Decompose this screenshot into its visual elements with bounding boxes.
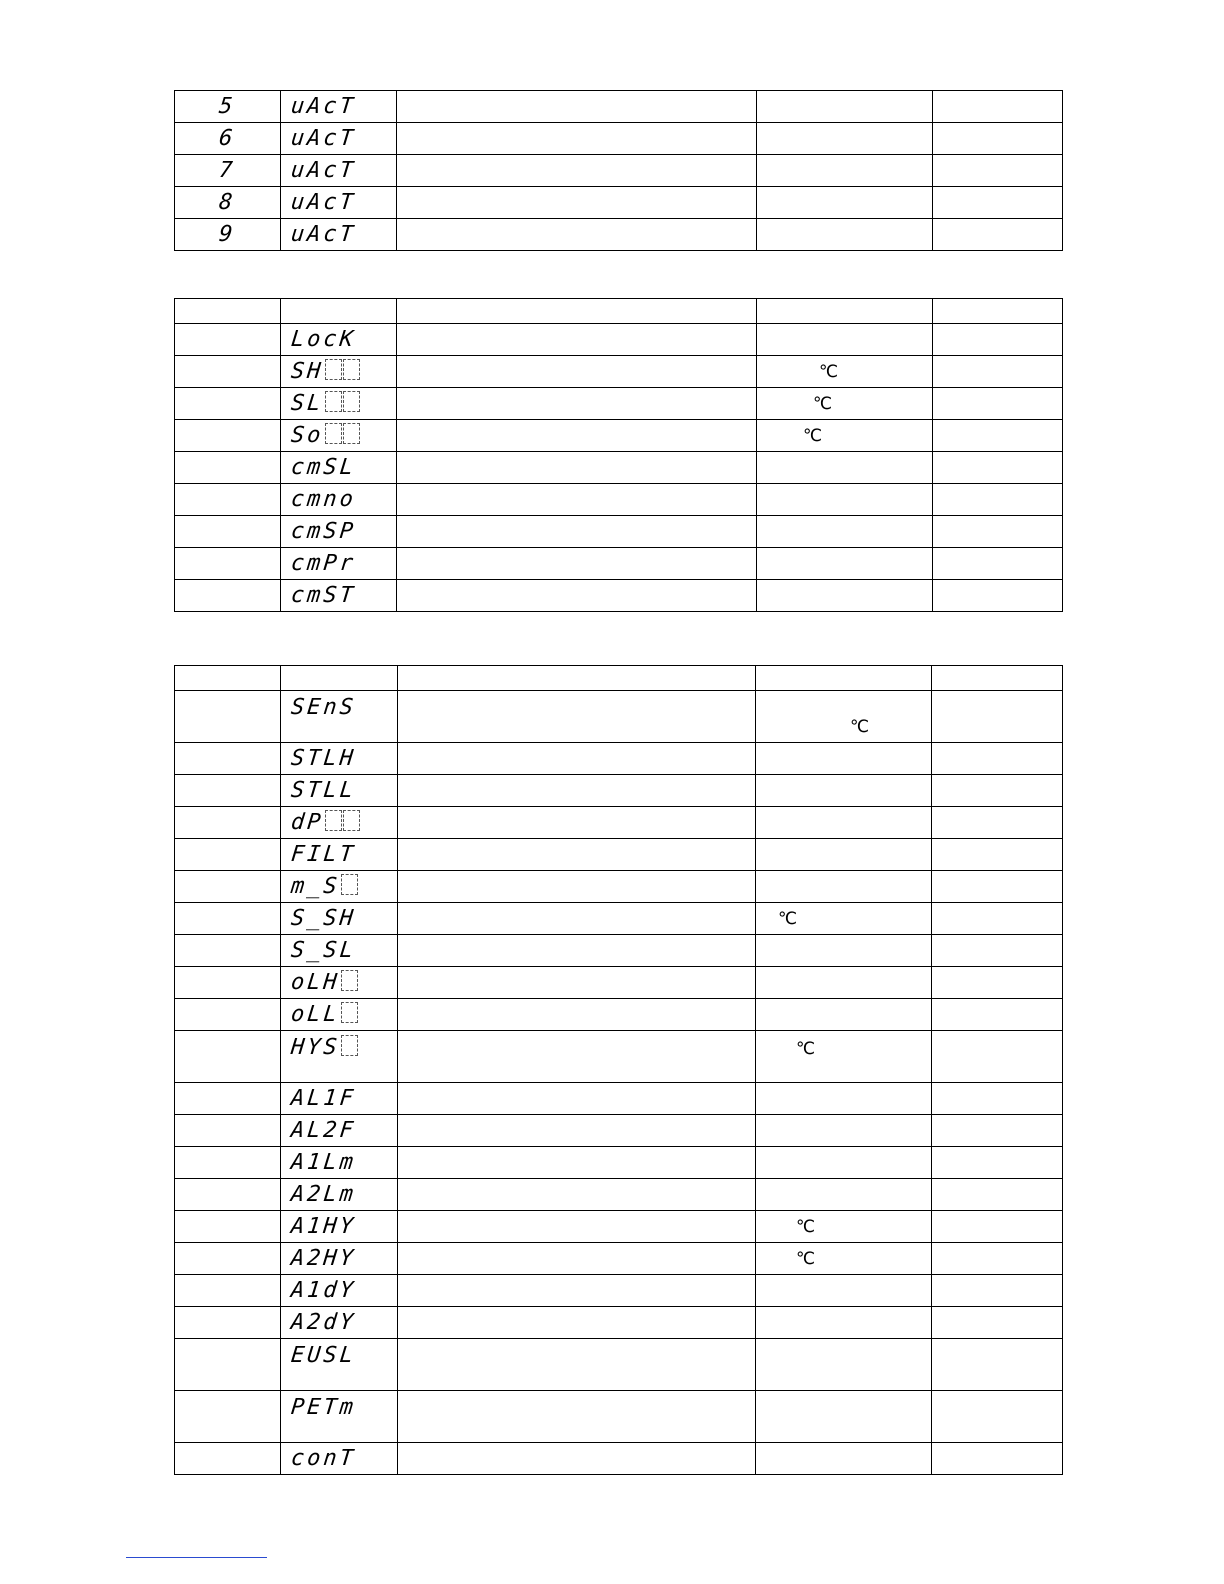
range-cell — [757, 516, 933, 548]
parameter-table-1 — [174, 90, 1063, 251]
parameter-code: cmSP — [289, 519, 358, 544]
index-cell — [175, 1179, 281, 1211]
parameter-code: AL1F — [289, 1086, 358, 1111]
default-cell — [932, 935, 1063, 967]
code-cell — [281, 484, 397, 516]
code-cell — [281, 91, 397, 123]
description-cell — [398, 1147, 756, 1179]
code-cell — [281, 967, 398, 999]
description-cell — [398, 743, 756, 775]
code-cell — [281, 743, 398, 775]
index-cell — [175, 691, 281, 743]
code-cell — [281, 691, 398, 743]
code-cell — [281, 452, 397, 484]
index-cell — [175, 516, 281, 548]
code-cell — [281, 999, 398, 1031]
range-cell — [756, 1115, 932, 1147]
description-cell — [398, 1339, 756, 1391]
code-cell — [281, 356, 397, 388]
range-cell — [756, 839, 932, 871]
range-cell — [756, 967, 932, 999]
table-row — [175, 1275, 1063, 1307]
code-cell — [281, 839, 398, 871]
index-cell — [175, 839, 281, 871]
index-cell — [175, 1147, 281, 1179]
default-cell — [933, 219, 1063, 251]
unit-celsius: ℃ — [813, 393, 833, 414]
index-cell — [175, 1339, 281, 1391]
header-cell — [397, 299, 757, 324]
description-cell — [398, 999, 756, 1031]
default-cell — [932, 807, 1063, 839]
range-cell — [757, 324, 933, 356]
parameter-code: conT — [289, 1446, 358, 1471]
parameter-code: A2Lm — [289, 1182, 358, 1207]
description-cell — [398, 967, 756, 999]
table-row — [175, 420, 1063, 452]
range-cell — [756, 807, 932, 839]
parameter-code: A2HY — [289, 1246, 358, 1271]
range-cell — [756, 903, 932, 935]
code-cell — [281, 775, 398, 807]
index-cell — [175, 91, 281, 123]
parameter-code: S_SL — [289, 938, 358, 963]
index-cell — [175, 219, 281, 251]
default-cell — [932, 967, 1063, 999]
description-cell — [397, 324, 757, 356]
code-cell — [281, 1147, 398, 1179]
code-cell — [281, 516, 397, 548]
unit-celsius: ℃ — [850, 716, 870, 737]
table-row — [175, 187, 1063, 219]
parameter-code: LocK — [289, 327, 358, 352]
index-cell — [175, 1083, 281, 1115]
row-index: 9 — [218, 222, 237, 247]
parameter-code: EUSL — [289, 1343, 358, 1368]
index-cell — [175, 967, 281, 999]
default-cell — [933, 484, 1063, 516]
table-row — [175, 1339, 1063, 1391]
default-cell — [933, 324, 1063, 356]
code-cell — [281, 1179, 398, 1211]
description-cell — [398, 1243, 756, 1275]
description-cell — [397, 548, 757, 580]
default-cell — [933, 580, 1063, 612]
table-row — [175, 388, 1063, 420]
table-row — [175, 155, 1063, 187]
description-cell — [397, 516, 757, 548]
description-cell — [397, 484, 757, 516]
header-cell — [933, 299, 1063, 324]
parameter-code: oLL — [289, 1002, 342, 1027]
default-cell — [932, 1443, 1063, 1475]
description-cell — [398, 1307, 756, 1339]
range-cell — [757, 388, 933, 420]
index-cell — [175, 187, 281, 219]
index-cell — [175, 155, 281, 187]
parameter-code: STLL — [289, 778, 358, 803]
parameter-code: FILT — [289, 842, 358, 867]
code-cell — [281, 1115, 398, 1147]
default-cell — [932, 1083, 1063, 1115]
description-cell — [398, 871, 756, 903]
table-row — [175, 1031, 1063, 1083]
code-cell — [281, 548, 397, 580]
parameter-code: oLH — [289, 970, 342, 995]
index-cell — [175, 452, 281, 484]
default-cell — [932, 1115, 1063, 1147]
default-cell — [933, 91, 1063, 123]
table-row — [175, 1443, 1063, 1475]
code-cell — [281, 580, 397, 612]
table-row — [175, 516, 1063, 548]
range-cell — [756, 871, 932, 903]
unit-celsius: ℃ — [796, 1248, 816, 1269]
parameter-code: HYS — [289, 1035, 342, 1060]
blank-digit — [343, 423, 360, 444]
index-cell — [175, 807, 281, 839]
row-index: 6 — [218, 126, 237, 151]
index-cell — [175, 1115, 281, 1147]
table-row — [175, 999, 1063, 1031]
code-cell — [281, 187, 397, 219]
index-cell — [175, 1275, 281, 1307]
description-cell — [398, 1391, 756, 1443]
code-cell — [281, 807, 398, 839]
blank-digit — [325, 423, 342, 444]
index-cell — [175, 1243, 281, 1275]
index-cell — [175, 1211, 281, 1243]
range-cell — [756, 1031, 932, 1083]
table-row — [175, 743, 1063, 775]
header-row — [175, 666, 1063, 691]
table-row — [175, 807, 1063, 839]
description-cell — [397, 356, 757, 388]
default-cell — [933, 452, 1063, 484]
code-cell — [281, 935, 398, 967]
description-cell — [398, 807, 756, 839]
default-cell — [932, 871, 1063, 903]
header-cell — [281, 299, 397, 324]
blank-digit — [341, 1002, 358, 1023]
range-cell — [757, 580, 933, 612]
header-cell — [932, 666, 1063, 691]
index-cell — [175, 580, 281, 612]
table-row — [175, 967, 1063, 999]
default-cell — [933, 155, 1063, 187]
range-cell — [757, 155, 933, 187]
header-cell — [398, 666, 756, 691]
parameter-code: m_S — [289, 874, 342, 899]
table-row — [175, 452, 1063, 484]
range-cell — [757, 356, 933, 388]
default-cell — [932, 775, 1063, 807]
parameter-code: dP — [289, 810, 325, 835]
range-cell — [757, 187, 933, 219]
default-cell — [932, 1031, 1063, 1083]
description-cell — [398, 691, 756, 743]
unit-celsius: ℃ — [819, 361, 839, 382]
index-cell — [175, 903, 281, 935]
unit-celsius: ℃ — [796, 1216, 816, 1237]
default-cell — [932, 743, 1063, 775]
description-cell — [398, 1083, 756, 1115]
parameter-code: So — [289, 423, 325, 448]
header-cell — [175, 299, 281, 324]
range-cell — [756, 935, 932, 967]
index-cell — [175, 356, 281, 388]
description-cell — [397, 219, 757, 251]
parameter-code: A1HY — [289, 1214, 358, 1239]
range-cell — [756, 1147, 932, 1179]
default-cell — [932, 839, 1063, 871]
table-row — [175, 839, 1063, 871]
table-row — [175, 935, 1063, 967]
default-cell — [933, 123, 1063, 155]
description-cell — [397, 452, 757, 484]
default-cell — [933, 420, 1063, 452]
blank-digit — [325, 810, 342, 831]
description-cell — [398, 1443, 756, 1475]
default-cell — [932, 691, 1063, 743]
table-row — [175, 1307, 1063, 1339]
blank-digit — [343, 391, 360, 412]
parameter-code: SEnS — [289, 695, 358, 720]
parameter-code: AL2F — [289, 1118, 358, 1143]
table-row — [175, 356, 1063, 388]
code-cell — [281, 1339, 398, 1391]
description-cell — [398, 775, 756, 807]
range-cell — [756, 1391, 932, 1443]
range-cell — [756, 999, 932, 1031]
index-cell — [175, 123, 281, 155]
unit-celsius: ℃ — [803, 425, 823, 446]
code-cell — [281, 324, 397, 356]
blank-digit — [341, 1035, 358, 1056]
header-cell — [281, 666, 398, 691]
parameter-code: STLH — [289, 746, 358, 771]
code-cell — [281, 155, 397, 187]
range-cell — [757, 420, 933, 452]
table-row — [175, 1243, 1063, 1275]
description-cell — [398, 903, 756, 935]
range-cell — [756, 743, 932, 775]
range-cell — [756, 1179, 932, 1211]
unit-celsius: ℃ — [778, 908, 798, 929]
header-cell — [756, 666, 932, 691]
default-cell — [932, 999, 1063, 1031]
parameter-code: A2dY — [289, 1310, 358, 1335]
parameter-code: uAcT — [289, 222, 358, 247]
table-row — [175, 1147, 1063, 1179]
row-index: 5 — [218, 94, 237, 119]
description-cell — [398, 1275, 756, 1307]
code-cell — [281, 1275, 398, 1307]
range-cell — [757, 91, 933, 123]
table-row — [175, 691, 1063, 743]
parameter-code: uAcT — [289, 94, 358, 119]
description-cell — [398, 1115, 756, 1147]
table-row — [175, 1211, 1063, 1243]
index-cell — [175, 420, 281, 452]
table-row — [175, 775, 1063, 807]
default-cell — [932, 1211, 1063, 1243]
code-cell — [281, 871, 398, 903]
code-cell — [281, 1243, 398, 1275]
blank-digit — [343, 810, 360, 831]
table-row — [175, 903, 1063, 935]
default-cell — [933, 516, 1063, 548]
table-row — [175, 580, 1063, 612]
table-row — [175, 871, 1063, 903]
index-cell — [175, 999, 281, 1031]
parameter-code: cmPr — [289, 551, 358, 576]
header-cell — [757, 299, 933, 324]
range-cell — [756, 1443, 932, 1475]
index-cell — [175, 1307, 281, 1339]
table-row — [175, 548, 1063, 580]
code-cell — [281, 1211, 398, 1243]
index-cell — [175, 775, 281, 807]
row-index: 8 — [218, 190, 237, 215]
description-cell — [398, 1031, 756, 1083]
row-index: 7 — [218, 158, 237, 183]
header-row — [175, 299, 1063, 324]
table-row — [175, 484, 1063, 516]
default-cell — [932, 1307, 1063, 1339]
table-row — [175, 324, 1063, 356]
parameter-table-2 — [174, 298, 1063, 612]
description-cell — [397, 580, 757, 612]
parameter-code: cmSL — [289, 455, 358, 480]
index-cell — [175, 324, 281, 356]
range-cell — [756, 1275, 932, 1307]
default-cell — [932, 1339, 1063, 1391]
range-cell — [756, 1211, 932, 1243]
range-cell — [756, 1339, 932, 1391]
range-cell — [756, 775, 932, 807]
table-row — [175, 219, 1063, 251]
code-cell — [281, 903, 398, 935]
blank-digit — [341, 970, 358, 991]
parameter-code: cmST — [289, 583, 358, 608]
description-cell — [397, 388, 757, 420]
code-cell — [281, 1391, 398, 1443]
default-cell — [932, 1179, 1063, 1211]
table-row — [175, 91, 1063, 123]
default-cell — [933, 187, 1063, 219]
range-cell — [756, 1083, 932, 1115]
default-cell — [932, 1275, 1063, 1307]
range-cell — [756, 1307, 932, 1339]
code-cell — [281, 1083, 398, 1115]
code-cell — [281, 1443, 398, 1475]
description-cell — [397, 155, 757, 187]
index-cell — [175, 1443, 281, 1475]
code-cell — [281, 420, 397, 452]
description-cell — [398, 1179, 756, 1211]
description-cell — [397, 123, 757, 155]
parameter-code: SL — [289, 391, 325, 416]
range-cell — [756, 1243, 932, 1275]
parameter-table-3 — [174, 665, 1063, 1475]
range-cell — [757, 219, 933, 251]
default-cell — [932, 903, 1063, 935]
parameter-code: uAcT — [289, 126, 358, 151]
range-cell — [757, 484, 933, 516]
parameter-code: PETm — [289, 1395, 358, 1420]
description-cell — [398, 1211, 756, 1243]
default-cell — [933, 356, 1063, 388]
blank-digit — [325, 359, 342, 380]
parameter-code: A1dY — [289, 1278, 358, 1303]
code-cell — [281, 1031, 398, 1083]
unit-celsius: ℃ — [796, 1038, 816, 1059]
blank-digit — [325, 391, 342, 412]
parameter-code: S_SH — [289, 906, 358, 931]
default-cell — [932, 1243, 1063, 1275]
parameter-code: uAcT — [289, 190, 358, 215]
description-cell — [398, 935, 756, 967]
parameter-code: SH — [289, 359, 325, 384]
parameter-code: uAcT — [289, 158, 358, 183]
default-cell — [933, 548, 1063, 580]
range-cell — [757, 452, 933, 484]
table-row — [175, 123, 1063, 155]
table-row — [175, 1179, 1063, 1211]
table-row — [175, 1391, 1063, 1443]
range-cell — [756, 691, 932, 743]
code-cell — [281, 388, 397, 420]
range-cell — [757, 123, 933, 155]
table-row — [175, 1083, 1063, 1115]
description-cell — [398, 839, 756, 871]
code-cell — [281, 123, 397, 155]
range-cell — [757, 548, 933, 580]
parameter-code: A1Lm — [289, 1150, 358, 1175]
description-cell — [397, 420, 757, 452]
default-cell — [933, 388, 1063, 420]
table-row — [175, 1115, 1063, 1147]
code-cell — [281, 219, 397, 251]
index-cell — [175, 388, 281, 420]
footnote-separator — [126, 1557, 267, 1558]
description-cell — [397, 91, 757, 123]
index-cell — [175, 935, 281, 967]
default-cell — [932, 1147, 1063, 1179]
code-cell — [281, 1307, 398, 1339]
index-cell — [175, 484, 281, 516]
index-cell — [175, 1031, 281, 1083]
index-cell — [175, 548, 281, 580]
header-cell — [175, 666, 281, 691]
index-cell — [175, 871, 281, 903]
index-cell — [175, 743, 281, 775]
blank-digit — [341, 874, 358, 895]
description-cell — [397, 187, 757, 219]
index-cell — [175, 1391, 281, 1443]
parameter-code: cmno — [289, 487, 358, 512]
default-cell — [932, 1391, 1063, 1443]
blank-digit — [343, 359, 360, 380]
